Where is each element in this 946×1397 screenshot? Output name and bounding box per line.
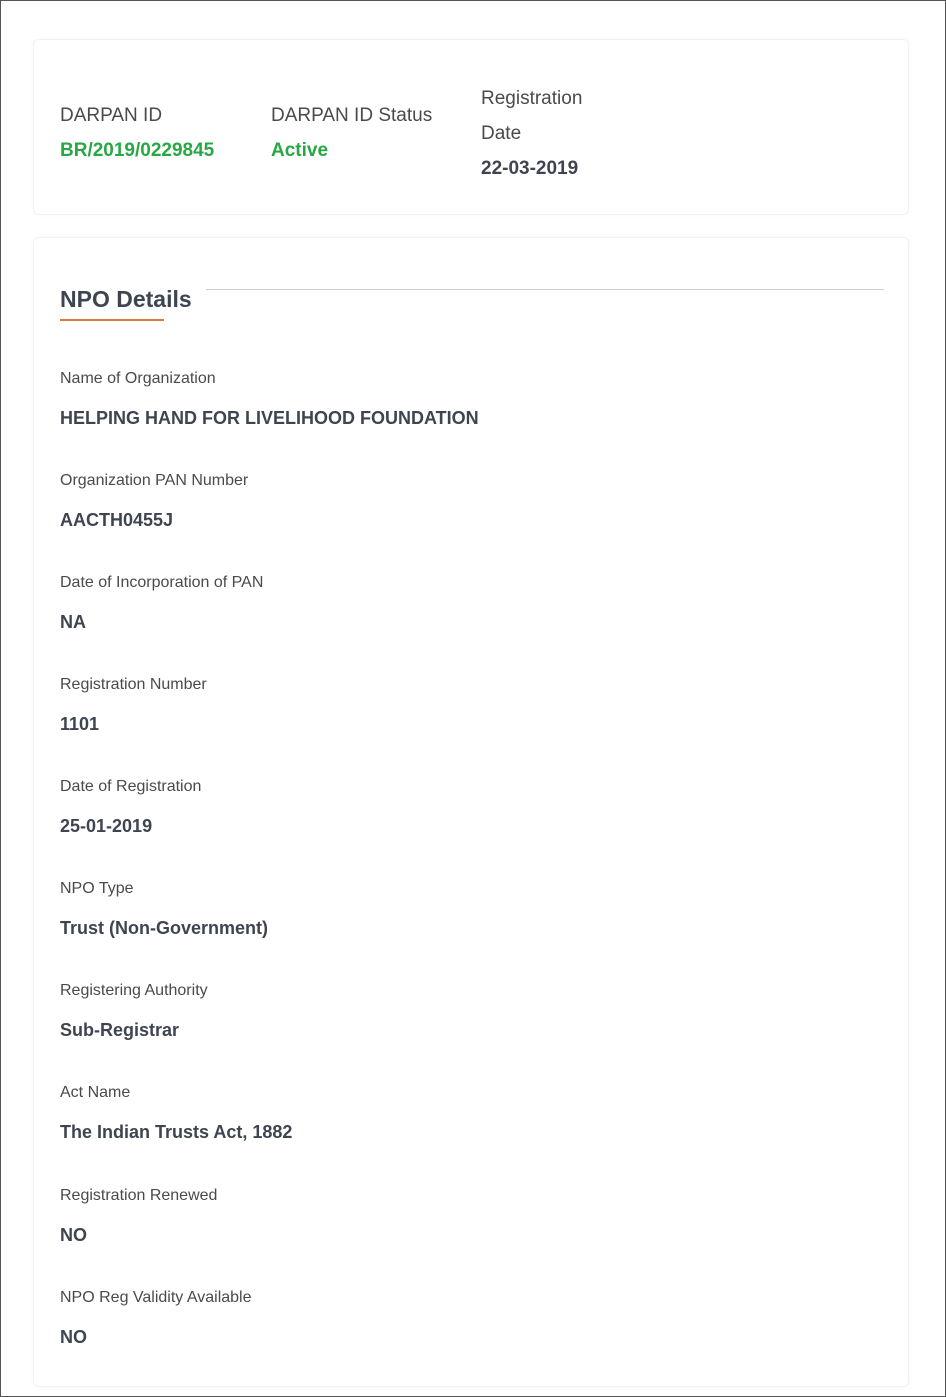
section-divider xyxy=(206,289,884,290)
field-label: NPO Reg Validity Available xyxy=(60,1289,252,1306)
registration-date-value: 22-03-2019 xyxy=(481,158,579,179)
field-label: Name of Organization xyxy=(60,370,216,387)
section-title: NPO Details xyxy=(60,286,192,312)
registration-date-block xyxy=(481,81,621,186)
field-pan-number xyxy=(60,471,248,531)
field-npo-type xyxy=(60,879,268,939)
darpan-status-block xyxy=(271,98,432,168)
field-registering-authority xyxy=(60,981,208,1041)
field-value: 25-01-2019 xyxy=(60,816,153,836)
field-label: Act Name xyxy=(60,1084,131,1101)
field-label: Registration Renewed xyxy=(60,1187,218,1204)
field-label: Organization PAN Number xyxy=(60,472,249,489)
field-pan-incorporation-date xyxy=(60,573,263,633)
darpan-id-block xyxy=(60,98,214,168)
section-title-underline xyxy=(60,319,164,321)
field-value: NA xyxy=(60,612,86,632)
field-value: AACTH0455J xyxy=(60,510,174,530)
field-date-of-registration xyxy=(60,777,201,837)
field-label: Date of Incorporation of PAN xyxy=(60,574,264,591)
field-label: NPO Type xyxy=(60,880,134,897)
field-value: Trust (Non-Government) xyxy=(60,918,269,938)
field-registration-renewed xyxy=(60,1186,217,1246)
field-registration-number xyxy=(60,675,207,735)
darpan-id-value: BR/2019/0229845 xyxy=(60,140,215,161)
registration-date-label-line1: Registration xyxy=(481,88,583,109)
field-organization-name xyxy=(60,369,479,429)
field-value: NO xyxy=(60,1225,87,1245)
summary-card xyxy=(33,39,909,215)
field-act-name xyxy=(60,1083,292,1143)
npo-details-card xyxy=(33,237,909,1387)
darpan-status-value: Active xyxy=(271,140,329,161)
field-value: The Indian Trusts Act, 1882 xyxy=(60,1122,293,1142)
field-label: Registering Authority xyxy=(60,982,208,999)
field-label: Registration Number xyxy=(60,676,207,693)
darpan-id-label: DARPAN ID xyxy=(60,105,163,126)
field-value: Sub-Registrar xyxy=(60,1020,180,1040)
field-value: HELPING HAND FOR LIVELIHOOD FOUNDATION xyxy=(60,408,479,428)
field-value: 1101 xyxy=(60,714,100,734)
field-value: NO xyxy=(60,1327,87,1347)
darpan-status-label: DARPAN ID Status xyxy=(271,105,433,126)
registration-date-label-line2: Date xyxy=(481,123,522,144)
field-reg-validity-available xyxy=(60,1288,252,1348)
field-label: Date of Registration xyxy=(60,778,202,795)
